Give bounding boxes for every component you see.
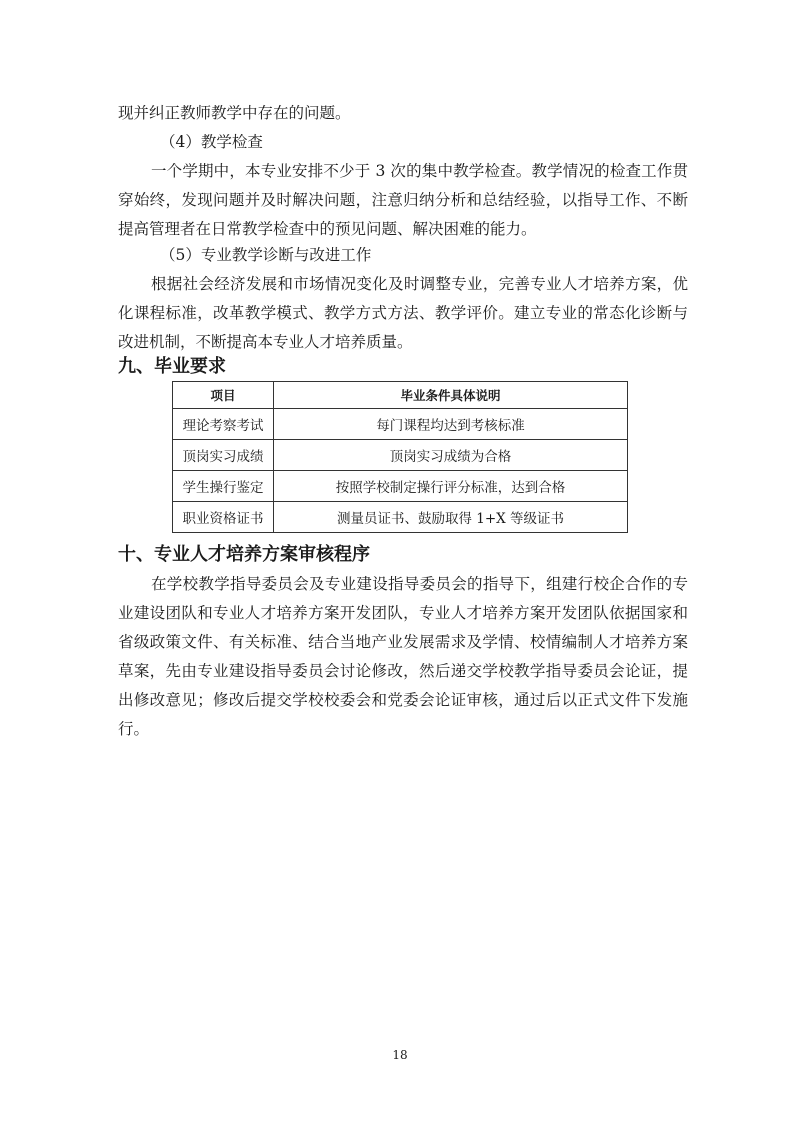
- table-row: [173, 502, 628, 533]
- graduation-requirements-table: [172, 381, 628, 533]
- page-number: 18: [392, 1048, 408, 1062]
- section-4-body: 一个学期中，本专业安排不少于 3 次的集中教学检查。教学情况的检查工作贯穿始终，发现问题并及时解决问题，注意归纳分析和总结经验，以指导工作、不断提高管理者在日常教学检查中的预见问题、解决困难的能力。: [118, 162, 688, 238]
- section-4-title: （4）教学检查: [160, 133, 263, 151]
- table-cell-item: 理论考察考试: [173, 409, 274, 440]
- table-row: [173, 409, 628, 440]
- table-cell-description: 顶岗实习成绩为合格: [274, 440, 628, 471]
- heading-graduation-requirements: 九、毕业要求: [118, 356, 226, 377]
- section-10-body: 在学校教学指导委员会及专业建设指导委员会的指导下，组建行校企合作的专业建设团队和专业人才培养方案开发团队，专业人才培养方案开发团队依据国家和省级政策文件、有关标准、结合当地产业发展需求及学情、校情编制人才培养方案草案，先由专业建设指导委员会讨论修改，然后递交学校教学指导委员会论证，提出修改意见；修改后提交学校校委会和党委会论证审核，通过后以正式文件下发施行。: [118, 575, 688, 738]
- section-5-body: 根据社会经济发展和市场情况变化及时调整专业，完善专业人才培养方案，优化课程标准，改革教学模式、教学方式方法、教学评价。建立专业的常态化诊断与改进机制，不断提高本专业人才培养质量。: [118, 275, 688, 351]
- table-row: [173, 471, 628, 502]
- table-cell-item: 顶岗实习成绩: [173, 440, 274, 471]
- table-row: [173, 440, 628, 471]
- table-cell-description: 每门课程均达到考核标准: [274, 409, 628, 440]
- column-header-description: 毕业条件具体说明: [274, 382, 628, 409]
- heading-review-procedure: 十、专业人才培养方案审核程序: [118, 544, 370, 565]
- table-cell-item: 学生操行鉴定: [173, 471, 274, 502]
- column-header-item: 项目: [173, 382, 274, 409]
- section-5-title: （5）专业教学诊断与改进工作: [160, 246, 372, 264]
- continued-paragraph: 现并纠正教师教学中存在的问题。: [118, 104, 351, 122]
- table-cell-description: 按照学校制定操行评分标准，达到合格: [274, 471, 628, 502]
- table-cell-description: 测量员证书、鼓励取得 1+X 等级证书: [274, 502, 628, 533]
- table-header-row: [173, 382, 628, 409]
- table-cell-item: 职业资格证书: [173, 502, 274, 533]
